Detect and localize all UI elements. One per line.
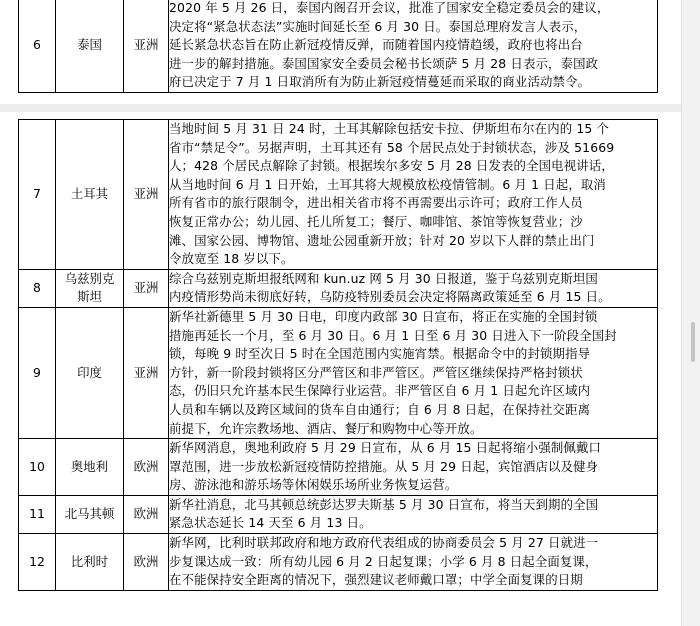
detail-line: 内疫情形势尚未彻底好转，乌防疫特别委员会决定将隔离政策延至 6 月 15 日。 (169, 289, 611, 305)
detail-line: 综合乌兹别克斯坦报纸网和 kun.uz 网 5 月 30 日报道，鉴于乌兹别克斯坦国 (169, 270, 598, 286)
detail-line: 决定将“紧急状态法”实施时间延长至 6 月 30 日。泰国总理府发言人表示， (169, 18, 587, 34)
detail-line: 滩、国家公园、博物馆、遗址公园重新开放；针对 20 岁以下人群的禁止出门 (169, 232, 595, 248)
country-name: 北马其顿 (56, 495, 124, 533)
detail-line: 省市“禁足令”。另据声明，土耳其还有 58 个居民点处于封锁状态，涉及 51669 (169, 139, 615, 155)
detail-line: 延长紧急状态旨在防止新冠疫情反弹，而随着国内疫情趋缓，政府也将出台 (169, 37, 583, 53)
row-number: 12 (19, 534, 56, 591)
table-row (19, 439, 658, 496)
country-name: 泰国 (56, 0, 124, 92)
country-name: 印度 (56, 307, 124, 438)
detail-line: 前提下，允许宗教场地、酒店、餐厅和购物中心等开放。 (169, 420, 483, 436)
row-number: 6 (19, 0, 56, 92)
row-number: 11 (19, 495, 56, 533)
measure-detail (169, 439, 658, 496)
region-name: 欧洲 (124, 495, 169, 533)
country-name: 比利时 (56, 534, 124, 591)
detail-line: 在不能保持安全距离的情况下，强烈建议老师戴口罩；中学全面复课的日期 (169, 572, 583, 588)
detail-line: 2020 年 5 月 26 日，泰国内阁召开会议，批准了国家安全稳定委员会的建议， (169, 0, 610, 15)
detail-line: 新华网消息，奥地利政府 5 月 29 日宣布，从 6 月 15 日起将缩小强制佩戴口 (169, 440, 602, 456)
row-number: 7 (19, 120, 56, 270)
page-sheet-bottom (0, 112, 681, 626)
country-name (56, 269, 124, 307)
row-number: 10 (19, 439, 56, 496)
detail-line: 人；428 个居民点解除了封锁。根据埃尔多安 5 月 28 日发表的全国电视讲话， (169, 158, 614, 174)
measure-detail (169, 495, 658, 533)
detail-line: 新华社消息，北马其顿总统彭达罗夫斯基 5 月 30 日宣布，将当天到期的全国 (169, 496, 599, 512)
measure-detail (169, 269, 658, 307)
detail-line: 新华社新德里 5 月 30 日电，印度内政部 30 日宣布，将正在实施的全国封锁 (169, 308, 598, 324)
country-name-line: 乌兹别克 (64, 270, 115, 286)
page-sheet-top (0, 0, 681, 104)
detail-line: 新华网，比利时联邦政府和地方政府代表组成的协商委员会 5 月 27 日就进一 (169, 535, 599, 551)
row-number: 9 (19, 307, 56, 438)
row-number: 8 (19, 269, 56, 307)
table-row (19, 120, 658, 270)
region-name: 亚洲 (124, 120, 169, 270)
detail-line: 步复课达成一致：所有幼儿园 6 月 2 日起复课；小学 6 月 8 日起全面复课， (169, 553, 598, 569)
detail-line: 恢复正常办公；幼儿园、托儿所复工；餐厅、咖啡馆、茶馆等恢复营业；沙 (169, 213, 583, 229)
measures-table-top (18, 0, 658, 93)
detail-line: 态，仍旧只允许基本民生保障行业运营。非严管区自 6 月 1 日起允许区域内 (169, 383, 591, 399)
detail-line: 从当地时间 6 月 1 日开始，土耳其将大规模放松疫情管制。6 月 1 日起，取消 (169, 176, 606, 192)
table-row (19, 495, 658, 533)
region-name: 亚洲 (124, 269, 169, 307)
country-name: 奥地利 (56, 439, 124, 496)
country-name-line: 斯坦 (77, 289, 102, 305)
region-name: 亚洲 (124, 307, 169, 438)
detail-line: 人员和车辆以及跨区域间的货车自由通行；自 6 月 8 日起，在保持社交距离 (169, 401, 591, 417)
detail-line: 当地时间 5 月 31 日 24 时，土耳其解除包括安卡拉、伊斯坦布尔在内的 15 个 (169, 121, 610, 136)
scrollbar-thumb[interactable] (691, 322, 695, 362)
detail-line: 措施再延长一个月，至 6 月 30 日。6 月 1 日至 6 月 30 日进入下一阶段全国封 (169, 327, 617, 343)
detail-line: 罩范围，进一步放松新冠疫情防控措施。从 5 月 29 日起，宾馆酒店以及健身 (169, 458, 599, 474)
detail-line: 方针，新一阶段封锁将区分严管区和非严管区。严管区继续保持严格封锁状 (169, 364, 583, 380)
detail-line: 进一步的解封措施。泰国国家安全委员会秘书长颂萨 5 月 28 日表示，泰国政 (169, 55, 599, 71)
measure-detail (169, 534, 658, 591)
measure-detail (169, 307, 658, 438)
measure-detail (169, 0, 658, 92)
vertical-scrollbar[interactable] (681, 0, 700, 626)
table-row (19, 307, 658, 438)
detail-line: 府已决定于 7 月 1 日取消所有为防止新冠疫情蔓延而采取的商业活动禁令。 (169, 74, 591, 90)
measure-detail (169, 120, 658, 270)
region-name: 欧洲 (124, 534, 169, 591)
table-row (19, 269, 658, 307)
detail-line: 所有省市的旅行限制令，进出相关省市将不再需要出示许可；政府工作人员 (169, 195, 583, 211)
table-row (19, 0, 658, 92)
table-row (19, 534, 658, 591)
detail-line: 房、游泳池和游乐场等休闲娱乐场所业务恢复运营。 (169, 477, 458, 493)
region-name: 亚洲 (124, 0, 169, 92)
detail-line: 锁，每晚 9 时至次日 5 时在全国范围内实施宵禁。根据命令中的封锁期指导 (169, 346, 591, 362)
detail-line: 紧急状态延长 14 天至 6 月 13 日。 (169, 515, 372, 531)
region-name: 欧洲 (124, 439, 169, 496)
detail-line: 令放宽至 18 岁以下。 (169, 251, 294, 267)
measures-table-bottom (18, 119, 658, 591)
country-name: 土耳其 (56, 120, 124, 270)
